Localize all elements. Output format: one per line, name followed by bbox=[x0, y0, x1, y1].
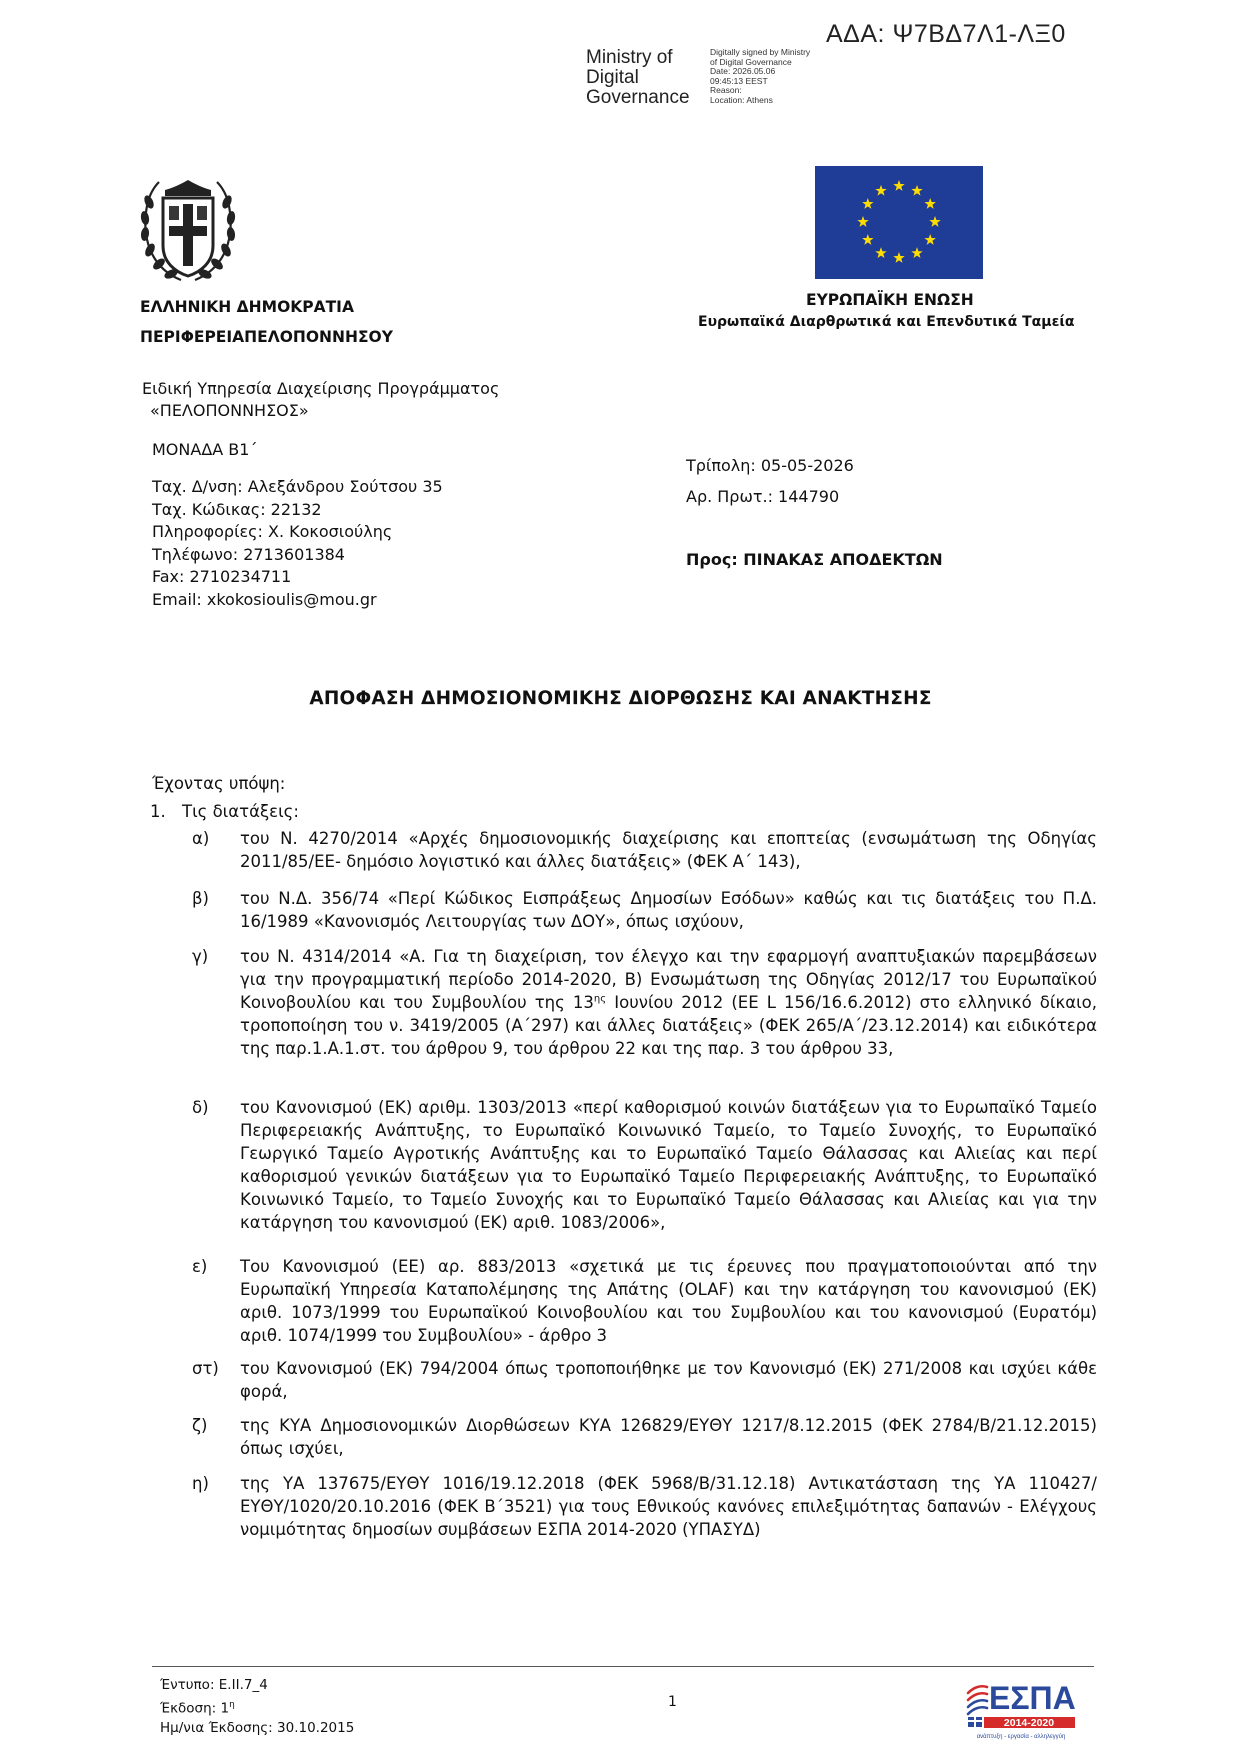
clause-st bbox=[192, 1357, 1097, 1403]
clause-label: ζ) bbox=[192, 1416, 208, 1435]
clause-text: της ΚΥΑ Δημοσιονομικών Διορθώσεων ΚΥΑ 126829/ΕΥΘΥ 1217/8.12.2015 (ΦΕΚ 2784/Β/21.12.2015) όπως ισχύει, bbox=[240, 1416, 1097, 1458]
contact-person: Πληροφορίες: Χ. Κοκοσιούλης bbox=[152, 522, 393, 541]
clause-c bbox=[192, 945, 1097, 1060]
edition-superscript: η bbox=[229, 1699, 235, 1710]
eu-name: ΕΥΡΩΠΑΪΚΗ ΕΝΩΣΗ bbox=[806, 291, 974, 309]
espa-logo-years: 2014-2020 bbox=[1003, 1717, 1055, 1729]
intro-text: Έχοντας υπόψη: bbox=[152, 774, 286, 793]
item-text: Τις διατάξεις: bbox=[182, 802, 299, 821]
programme-name: «ΠΕΛΟΠΟΝΝΗΣΟΣ» bbox=[150, 401, 309, 420]
contact-block bbox=[152, 476, 443, 611]
clause-b bbox=[192, 887, 1097, 933]
signature-detail-line: of Digital Governance bbox=[710, 56, 792, 67]
footer-meta bbox=[160, 1676, 354, 1738]
clause-label: στ) bbox=[192, 1359, 219, 1378]
signature-detail-line: Digitally signed by Ministry bbox=[710, 47, 811, 57]
page-number: 1 bbox=[668, 1694, 677, 1710]
list-item bbox=[150, 801, 299, 824]
contact-email: Email: xkokosioulis@mou.gr bbox=[152, 589, 377, 609]
clause-text: Του Κανονισμού (ΕΕ) αρ. 883/2013 «σχετικά με τις έρευνες που πραγματοποιούνται από την Ευρωπαϊκή Υπηρεσία Καταπολέμησης της Απάτης (OLAF) και την κατάργηση του κανονισμού (ΕΚ) αριθ. 1073/1999 του Ευρωπαϊκού Κοινοβουλίου και του Συμβουλίου και του κανονισμού (Ευρατόμ) αριθ. 1074/1999 του Συμβουλίου» - άρθρο 3 bbox=[240, 1257, 1097, 1345]
signature-issuer-line: Governance bbox=[586, 87, 690, 108]
clause-text: του Ν.Δ. 356/74 «Περί Κώδικος Εισπράξεως Δημοσίων Εσόδων» καθώς και τις διατάξεις του Π.Δ. 16/1989 «Κανονισμός Λειτουργίας των ΔΟΥ», όπως ισχύουν, bbox=[240, 889, 1097, 931]
edition-text: Έκδοση: 1 bbox=[160, 1700, 230, 1716]
greek-coat-of-arms-icon bbox=[137, 176, 239, 286]
recipients: Προς: ΠΙΝΑΚΑΣ ΑΠΟΔΕΚΤΩΝ bbox=[686, 550, 943, 569]
form-code: Έντυπο: Ε.ΙΙ.7_4 bbox=[160, 1677, 268, 1693]
clause-h bbox=[192, 1472, 1097, 1541]
signature-issuer-line: Ministry of bbox=[586, 47, 673, 68]
clause-z bbox=[192, 1414, 1097, 1460]
signature-detail-line: Reason: bbox=[710, 85, 742, 96]
signature-details bbox=[710, 48, 810, 106]
region-name: ΠΕΡΙΦΕΡΕΙΑΠΕΛΟΠΟΝΝΗΣΟΥ bbox=[140, 328, 393, 346]
clause-text: της ΥΑ 137675/ΕΥΘΥ 1016/19.12.2018 (ΦΕΚ 5968/Β/31.12.18) Αντικατάσταση της ΥΑ 110427/ΕΥΘΥ/1020/20.10.2016 (ΦΕΚ Β΄3521) για τους Εθνικούς κανόνες επιλεξιμότητας δαπανών - Ελέγχους νομιμότητας δημοσίων συμβάσεων ΕΣΠΑ 2014-2020 (ΥΠΑΣΥΔ) bbox=[240, 1474, 1097, 1539]
signature-issuer-line: Digital bbox=[586, 67, 639, 88]
clause-label: α) bbox=[192, 829, 210, 848]
contact-address: Ταχ. Δ/νση: Αλεξάνδρου Σούτσου 35 bbox=[152, 477, 443, 496]
clause-text: του Κανονισμού (ΕΚ) αριθμ. 1303/2013 «περί καθορισμού κοινών διατάξεων για το Ευρωπαϊκό Ταμείο Περιφερειακής Ανάπτυξης, το Ευρωπαϊκό Κοινωνικό Ταμείο, το Ταμείο Συνοχής, το Ευρωπαϊκό Γεωργικό Ταμείο Αγροτικής Ανάπτυξης και το Ευρωπαϊκό Ταμείο Θάλασσας και Αλιείας και περί καθορισμού γενικών διατάξεων για το Ευρωπαϊκό Ταμείο Περιφερειακής Ανάπτυξης, το Ευρωπαϊκό Κοινωνικό Ταμείο, το Ταμείο Συνοχής και το Ευρωπαϊκό Ταμείο Θάλασσας και Αλιείας και για την κατάργηση του κανονισμού (ΕΚ) αριθ. 1083/2006», bbox=[240, 1098, 1097, 1232]
clause-text-part: του Ν. 4314/2014 «Α. Για τη διαχείριση, τον έλεγχο και την εφαρμογή αναπτυξιακών παρεμβάσεων για την προγραμματική περίοδο 2014-2020, Β) Ενσωμάτωση της Οδηγίας 2012/17 του Ευρωπαϊκού Κοινοβουλίου και του Συμβουλίου της 13 bbox=[240, 947, 1097, 1012]
edition-date: Ημ/νια Έκδοσης: 30.10.2015 bbox=[160, 1719, 355, 1736]
document-date: Τρίπολη: 05-05-2026 bbox=[686, 456, 854, 475]
clause-superscript: ης bbox=[593, 993, 607, 1005]
protocol-number: Αρ. Πρωτ.: 144790 bbox=[686, 487, 840, 506]
espa-logo-icon bbox=[965, 1673, 1077, 1741]
eu-funds: Ευρωπαϊκά Διαρθρωτικά και Επενδυτικά Ταμεία bbox=[698, 314, 1075, 330]
unit-name: ΜΟΝΑΔΑ Β1΄ bbox=[152, 440, 258, 459]
ada-code: ΑΔΑ: Ψ7ΒΔ7Λ1-ΛΞ0 bbox=[826, 20, 1066, 48]
edition bbox=[160, 1696, 354, 1719]
clause-text bbox=[240, 945, 1097, 1060]
clause-label: η) bbox=[192, 1474, 209, 1493]
clause-text-part: Ιουνίου 2012 (ΕΕ L 156/16.6.2012) στο ελληνικό δίκαιο, τροποποίηση του ν. 3419/2005 (Α΄297) και άλλες διατάξεις» (ΦΕΚ 265/Α΄/23.12.2014) και ειδικότερα της παρ.1.Α.1.στ. του άρθρου 9, του άρθρου 22 και της παρ. 3 του άρθρου 33, bbox=[240, 993, 1097, 1058]
contact-postcode: Ταχ. Κώδικας: 22132 bbox=[152, 499, 322, 519]
eu-flag-icon bbox=[815, 166, 983, 279]
clause-label: ε) bbox=[192, 1257, 208, 1276]
clause-text: του Ν. 4270/2014 «Αρχές δημοσιονομικής διαχείρισης και εποπτείας (ενσωμάτωση της Οδηγίας 2011/85/ΕΕ- δημόσιο λογιστικό και άλλες διατάξεις» (ΦΕΚ Α΄ 143), bbox=[240, 829, 1097, 871]
contact-phone: Τηλέφωνο: 2713601384 bbox=[152, 544, 345, 564]
clause-label: γ) bbox=[192, 947, 209, 966]
contact-fax: Fax: 2710234711 bbox=[152, 567, 292, 586]
espa-logo-text: ΕΣΠΑ bbox=[989, 1680, 1076, 1716]
footer-divider bbox=[152, 1666, 1094, 1667]
espa-logo-slogan: ανάπτυξη - εργασία - αλληλεγγύη bbox=[976, 1734, 1066, 1740]
signature-detail-line: Location: Athens bbox=[710, 94, 773, 105]
clause-e bbox=[192, 1255, 1097, 1347]
country-name: ΕΛΛΗΝΙΚΗ ΔΗΜΟΚΡΑΤΙΑ bbox=[140, 298, 354, 316]
clause-text: του Κανονισμού (ΕΚ) 794/2004 όπως τροποποιήθηκε με τον Κανονισμό (ΕΚ) 271/2008 και ισχύει κάθε φορά, bbox=[240, 1359, 1097, 1401]
clause-label: β) bbox=[192, 889, 209, 908]
signature-detail-line: 09:45:13 EEST bbox=[710, 75, 768, 86]
service-name: Ειδική Υπηρεσία Διαχείρισης Προγράμματος bbox=[142, 379, 500, 398]
clause-a bbox=[192, 827, 1097, 873]
clause-label: δ) bbox=[192, 1098, 209, 1117]
signature-issuer bbox=[586, 48, 690, 108]
document-title: ΑΠΟΦΑΣΗ ΔΗΜΟΣΙΟΝΟΜΙΚΗΣ ΔΙΟΡΘΩΣΗΣ ΚΑΙ ΑΝΑΚΤΗΣΗΣ bbox=[309, 688, 932, 709]
clause-d bbox=[192, 1096, 1097, 1234]
signature-detail-line: Date: 2026.05.06 bbox=[710, 66, 776, 77]
item-number: 1. bbox=[150, 802, 166, 821]
